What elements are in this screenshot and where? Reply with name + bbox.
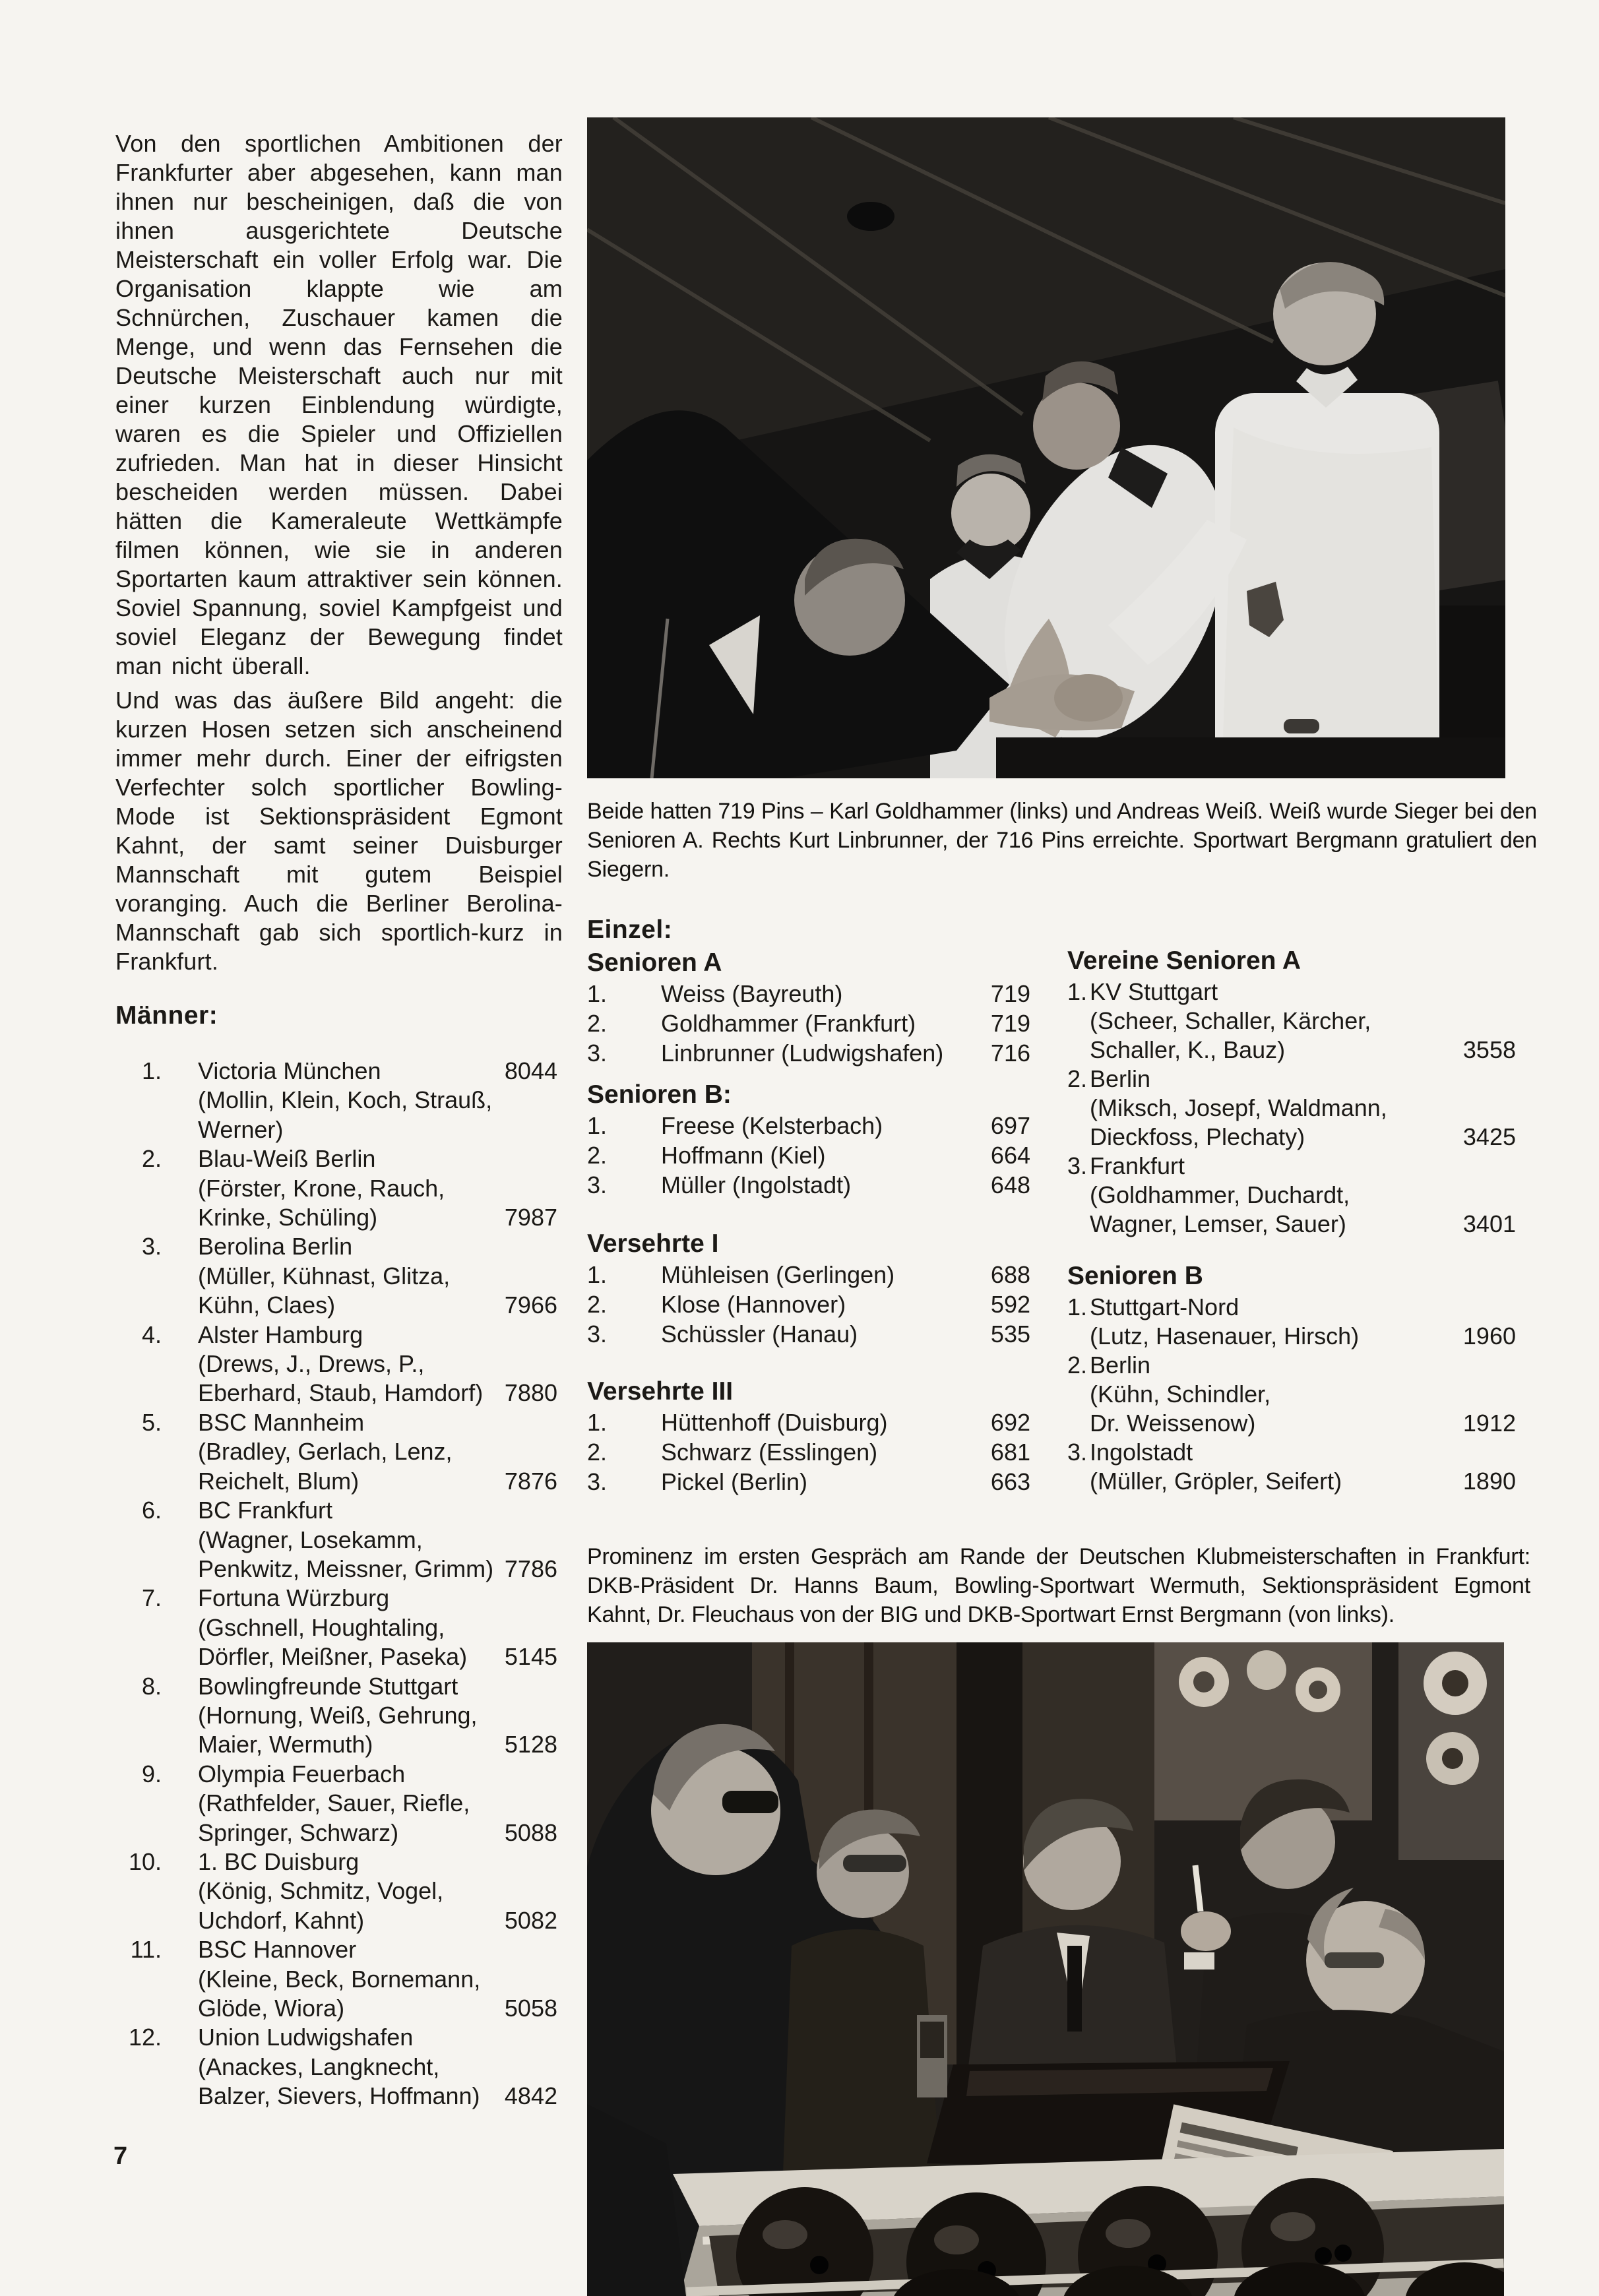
club-score: 3425 <box>1462 1123 1516 1150</box>
result-score: 719 <box>990 980 1030 1007</box>
team-players-line2: Balzer, Sievers, Hoffmann) <box>198 2082 480 2110</box>
team-players-line2: Penkwitz, Meissner, Grimm) <box>198 1555 494 1582</box>
team-result <box>115 1496 557 1584</box>
team-score: 7966 <box>504 1291 557 1319</box>
result-row <box>587 1437 1030 1467</box>
result-name: Schwarz (Esslingen) <box>661 1439 878 1466</box>
club-score: 3558 <box>1462 1036 1516 1063</box>
paragraph-2: Und was das äußere Bild angeht: die kurzen Hosen setzen sich anscheinend immer mehr durch. Einer der eifrigsten Verfechter solch sportlicher Bowling-Mode ist Sektionspräsident Egmont Kahnt, der samt seiner Duisburger Mannschaft mit gutem Beispiel voranging. Auch die Berliner Berolina-Mannschaft gab sich sportlich-kurz in Frankfurt. <box>115 687 563 975</box>
club-name: Berlin <box>1090 1351 1151 1379</box>
team-players-line2: Krinke, Schüling) <box>198 1204 378 1231</box>
team-players-line2: Eberhard, Staub, Hamdorf) <box>198 1379 484 1407</box>
team-players-line2: Maier, Wermuth) <box>198 1731 373 1758</box>
team-score: 7880 <box>504 1379 557 1407</box>
section-senioren-b <box>587 1079 1030 1200</box>
club-rank: 1. <box>1067 978 1088 1005</box>
club-name: Frankfurt <box>1090 1152 1185 1179</box>
result-row <box>587 1289 1030 1319</box>
result-name: Hoffmann (Kiel) <box>661 1142 826 1169</box>
club-players-line2: Wagner, Lemser, Sauer) <box>1090 1210 1346 1237</box>
section-vereine-senioren-b <box>1067 1260 1516 1496</box>
result-score: 663 <box>990 1468 1030 1495</box>
team-players-line1: (Mollin, Klein, Koch, Strauß, <box>198 1086 493 1114</box>
section-title: Senioren B: <box>587 1080 732 1109</box>
team-players-line2: Kühn, Claes) <box>198 1291 336 1319</box>
club-result <box>1067 1152 1516 1239</box>
result-name: Weiss (Bayreuth) <box>661 980 843 1007</box>
team-rank: 6. <box>141 1497 162 1524</box>
result-row <box>587 1008 1030 1038</box>
team-rank: 5. <box>141 1408 162 1436</box>
result-score: 697 <box>990 1112 1030 1139</box>
team-score: 5145 <box>504 1643 557 1671</box>
photo-award-ceremony <box>587 117 1505 778</box>
ceiling-vent <box>847 202 894 231</box>
team-score: 5082 <box>504 1906 557 1934</box>
club-result <box>1067 977 1516 1065</box>
club-score: 1912 <box>1462 1410 1516 1437</box>
result-row <box>587 1140 1030 1170</box>
team-club: Fortuna Würzburg <box>198 1584 390 1612</box>
team-result <box>115 1144 557 1232</box>
team-result <box>115 2023 557 2111</box>
team-players-line1: (Rathfelder, Sauer, Riefle, <box>198 1789 470 1817</box>
club-name: Stuttgart-Nord <box>1090 1293 1239 1320</box>
team-club: 1. BC Duisburg <box>198 1847 360 1875</box>
team-rank: 4. <box>141 1320 162 1348</box>
team-result <box>115 1057 557 1144</box>
team-club: BC Frankfurt <box>198 1497 333 1524</box>
result-rank: 2. <box>587 1142 608 1169</box>
team-players-line1: (Wagner, Losekamm, <box>198 1526 423 1553</box>
team-players-line1: (Drews, J., Drews, P., <box>198 1350 425 1378</box>
team-players-line2: Uchdorf, Kahnt) <box>198 1906 365 1934</box>
result-name: Pickel (Berlin) <box>661 1468 808 1495</box>
team-score: 4842 <box>504 2082 557 2110</box>
team-players-line1: (Förster, Krone, Rauch, <box>198 1174 445 1202</box>
result-rank: 2. <box>587 1010 608 1037</box>
result-rank: 3. <box>587 1320 608 1348</box>
result-name: Goldhammer (Frankfurt) <box>661 1010 916 1037</box>
section-senioren-a <box>587 947 1030 1068</box>
club-rank: 3. <box>1067 1152 1088 1179</box>
photo-bottom-caption: Prominenz im ersten Gespräch am Rande der Deutschen Klubmeisterschaften in Frankfurt: DKB-Präsident Dr. Hanns Baum, Bowling-Sportwart Wermuth, Sektionspräsident Egmont Kahnt, Dr. Fleuchaus von der BIG und DKB-Sportwart Ernst Bergmann (von links). <box>587 1544 1530 1627</box>
team-result <box>115 1584 557 1671</box>
team-club: Blau-Weiß Berlin <box>198 1145 376 1173</box>
team-club: Victoria München <box>198 1057 381 1084</box>
result-name: Mühleisen (Gerlingen) <box>661 1261 895 1288</box>
team-rank: 1. <box>141 1057 162 1084</box>
club-rank: 2. <box>1067 1351 1088 1379</box>
team-result <box>115 1760 557 1847</box>
club-players-line1: (Scheer, Schaller, Kärcher, <box>1090 1007 1371 1034</box>
team-result <box>115 1672 557 1760</box>
team-club: Alster Hamburg <box>198 1320 363 1348</box>
club-players-line2: Dr. Weissenow) <box>1090 1410 1256 1437</box>
team-rank: 9. <box>141 1760 162 1787</box>
team-players-line2: Reichelt, Blum) <box>198 1467 360 1495</box>
result-rank: 1. <box>587 980 608 1007</box>
photo-award-ceremony-art <box>587 117 1505 778</box>
club-rank: 2. <box>1067 1065 1088 1092</box>
team-rank: 12. <box>128 2024 162 2051</box>
team-score: 5058 <box>504 1995 557 2022</box>
result-name: Klose (Hannover) <box>661 1291 846 1318</box>
team-club: Union Ludwigshafen <box>198 2024 414 2051</box>
section-versehrte-1 <box>587 1228 1030 1349</box>
team-score: 7987 <box>504 1204 557 1231</box>
result-score: 592 <box>990 1291 1030 1318</box>
result-score: 688 <box>990 1261 1030 1288</box>
result-name: Linbrunner (Ludwigshafen) <box>661 1039 944 1067</box>
club-result <box>1067 1293 1516 1351</box>
result-score: 719 <box>990 1010 1030 1037</box>
team-players-line2: Dörfler, Meißner, Paseka) <box>198 1643 468 1671</box>
team-result <box>115 1408 557 1496</box>
result-rank: 2. <box>587 1439 608 1466</box>
team-players-line1: (Müller, Kühnast, Glitza, <box>198 1262 451 1289</box>
team-rank: 2. <box>141 1145 162 1173</box>
result-row <box>587 1260 1030 1289</box>
team-club: Bowlingfreunde Stuttgart <box>198 1672 458 1700</box>
section-title: Versehrte III <box>587 1377 734 1406</box>
result-row <box>587 1111 1030 1140</box>
photo-top-caption: Beide hatten 719 Pins – Karl Goldhammer (links) und Andreas Weiß. Weiß wurde Sieger bei den Senioren A. Rechts Kurt Linbrunner, der 716 Pins erreichte. Sportwart Bergmann gratuliert den Siegern. <box>587 799 1537 882</box>
section-title: Senioren B <box>1067 1262 1203 1290</box>
result-row <box>587 1408 1030 1437</box>
club-players-line1: (Lutz, Hasenauer, Hirsch) <box>1090 1322 1360 1350</box>
result-rank: 1. <box>587 1409 608 1436</box>
team-result <box>115 1847 557 1935</box>
team-club: BSC Mannheim <box>198 1408 365 1436</box>
result-row <box>587 1467 1030 1497</box>
club-result <box>1067 1065 1516 1152</box>
result-score: 681 <box>990 1439 1030 1466</box>
team-club: BSC Hannover <box>198 1936 357 1964</box>
team-result <box>115 1935 557 2023</box>
wristwatch <box>1284 719 1319 733</box>
club-players-line1: (Müller, Gröpler, Seifert) <box>1090 1468 1342 1495</box>
club-rank: 3. <box>1067 1439 1088 1466</box>
club-score: 3401 <box>1462 1210 1516 1237</box>
result-rank: 2. <box>587 1291 608 1318</box>
club-name: Ingolstadt <box>1090 1439 1193 1466</box>
team-players-line2: Glöde, Wiora) <box>198 1995 345 2022</box>
result-name: Freese (Kelsterbach) <box>661 1112 883 1139</box>
team-rank: 3. <box>141 1233 162 1260</box>
team-score: 8044 <box>504 1057 557 1084</box>
maenner-heading: Männer: <box>115 1001 218 1030</box>
team-players-line2: Werner) <box>198 1115 284 1143</box>
team-score: 5088 <box>504 1818 557 1846</box>
result-row <box>587 979 1030 1008</box>
club-score: 1960 <box>1462 1322 1516 1350</box>
section-title: Versehrte I <box>587 1229 719 1258</box>
result-row <box>587 1319 1030 1349</box>
club-players-line2: Dieckfoss, Plechaty) <box>1090 1123 1305 1150</box>
team-rank: 7. <box>141 1584 162 1612</box>
team-rank: 8. <box>141 1672 162 1700</box>
club-players-line1: (Miksch, Josepf, Waldmann, <box>1090 1094 1387 1121</box>
maenner-list <box>115 1057 557 2111</box>
team-players-line1: (Bradley, Gerlach, Lenz, <box>198 1438 453 1466</box>
club-players-line1: (Kühn, Schindler, <box>1090 1381 1271 1408</box>
result-score: 664 <box>990 1142 1030 1169</box>
team-players-line1: (Anackes, Langknecht, <box>198 2053 440 2080</box>
photo-officials-talk-art <box>587 1642 1504 2296</box>
club-score: 1890 <box>1462 1468 1516 1495</box>
result-name: Hüttenhoff (Duisburg) <box>661 1409 888 1436</box>
club-players-line1: (Goldhammer, Duchardt, <box>1090 1181 1350 1208</box>
club-players-line2: Schaller, K., Bauz) <box>1090 1036 1286 1063</box>
team-club: Berolina Berlin <box>198 1233 353 1260</box>
section-vereine-senioren-a <box>1067 945 1516 1239</box>
club-result <box>1067 1438 1516 1496</box>
club-name: KV Stuttgart <box>1090 978 1218 1005</box>
team-players-line1: (König, Schmitz, Vogel, <box>198 1877 444 1905</box>
team-rank: 11. <box>130 1936 162 1964</box>
team-result <box>115 1320 557 1408</box>
result-rank: 3. <box>587 1171 608 1198</box>
result-score: 716 <box>990 1039 1030 1067</box>
team-score: 7786 <box>504 1555 557 1582</box>
club-rank: 1. <box>1067 1293 1088 1320</box>
team-rank: 10. <box>128 1847 162 1875</box>
ball-rack <box>673 2149 1504 2296</box>
team-players-line2: Springer, Schwarz) <box>198 1818 399 1846</box>
team-score: 5128 <box>504 1731 557 1758</box>
paragraph-1: Von den sportlichen Ambitionen der Frankfurter aber abgesehen, kann man ihnen nur bescheinigen, daß die von ihnen ausgerichtete Deutsche Meisterschaft ein voller Erfolg war. Die Organisation klappte wie am Schnürchen, Zuschauer kamen die Menge, und wenn das Fernsehen die Deutsche Meisterschaft auch nur mit einer kurzen Einblendung würdigte, waren es die Spieler und Offiziellen zufrieden. Man hat in dieser Hinsicht bescheiden werden müssen. Dabei hätten die Kameraleute Wettkämpfe filmen können, wie sie in anderen Sportarten kaum attraktiver sein können. Soviel Spannung, soviel Kampfgeist und soviel Eleganz der Bewegung findet man nicht überall. <box>115 130 563 679</box>
club-result <box>1067 1351 1516 1438</box>
result-rank: 3. <box>587 1468 608 1495</box>
team-result <box>115 1232 557 1320</box>
result-name: Schüssler (Hanau) <box>661 1320 858 1348</box>
result-rank: 3. <box>587 1039 608 1067</box>
team-players-line1: (Kleine, Beck, Bornemann, <box>198 1965 481 1993</box>
result-rank: 1. <box>587 1261 608 1288</box>
result-row <box>587 1170 1030 1200</box>
team-score: 7876 <box>504 1467 557 1495</box>
result-rank: 1. <box>587 1112 608 1139</box>
result-row <box>587 1038 1030 1068</box>
result-name: Müller (Ingolstadt) <box>661 1171 852 1198</box>
page-number: 7 <box>113 2142 128 2170</box>
result-score: 535 <box>990 1320 1030 1348</box>
einzel-heading: Einzel: <box>587 915 673 944</box>
club-name: Berlin <box>1090 1065 1151 1092</box>
result-score: 648 <box>990 1171 1030 1198</box>
section-title: Senioren A <box>587 948 722 977</box>
result-score: 692 <box>990 1409 1030 1436</box>
team-players-line1: (Gschnell, Houghtaling, <box>198 1613 445 1641</box>
section-title: Vereine Senioren A <box>1067 946 1301 975</box>
section-versehrte-3 <box>587 1376 1030 1497</box>
team-players-line1: (Hornung, Weiß, Gehrung, <box>198 1701 478 1729</box>
photo-officials-talk <box>587 1642 1504 2296</box>
team-club: Olympia Feuerbach <box>198 1760 406 1787</box>
